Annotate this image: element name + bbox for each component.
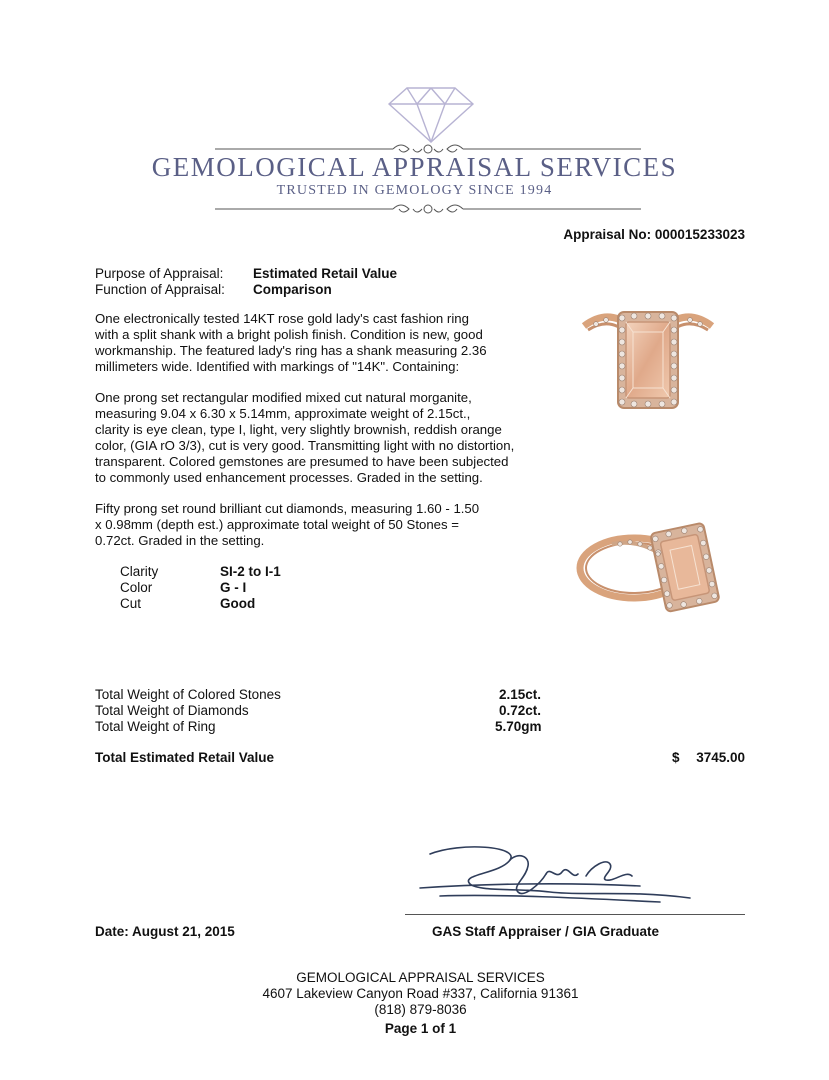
- retail-currency: $: [672, 750, 680, 765]
- grade-label-color: Color: [120, 580, 153, 595]
- appraisal-date: Date: August 21, 2015: [95, 924, 235, 939]
- description-paragraph-1: [95, 311, 545, 375]
- text-line: clarity is eye clean, type I, light, very slightly brownish, reddish orange: [95, 422, 502, 437]
- diamond-logo-icon: [385, 84, 477, 146]
- text-line: millimeters wide. Identified with markings of "14K". Containing:: [95, 359, 460, 374]
- appraisal-number: Appraisal No: 000015233023: [563, 227, 745, 242]
- grade-value-clarity: SI-2 to I-1: [220, 564, 281, 579]
- retail-amount: 3745.00: [696, 750, 745, 765]
- signature-line: [405, 914, 745, 915]
- total-label-ring: Total Weight of Ring: [95, 719, 216, 734]
- logo-tagline: TRUSTED IN GEMOLOGY SINCE 1994: [276, 183, 553, 198]
- purpose-value: Estimated Retail Value: [253, 266, 398, 281]
- text-line: x 0.98mm (depth est.) approximate total weight of 50 Stones =: [95, 517, 459, 532]
- footer-address: 4607 Lakeview Canyon Road #337, California 91361: [262, 986, 579, 1001]
- ornament-bottom-icon: [215, 200, 641, 218]
- text-line: One prong set rectangular modified mixed cut natural morganite,: [95, 390, 472, 405]
- ring-side-view-image: [572, 498, 732, 628]
- grade-value-color: G - I: [220, 580, 247, 595]
- text-line: 0.72ct. Graded in the setting.: [95, 533, 265, 548]
- purpose-label: Purpose of Appraisal:: [95, 266, 224, 281]
- total-value-colored-stones: 2.15ct.: [499, 687, 542, 702]
- text-line: color, (GIA rO 3/3), cut is very good. Transmitting light with no distortion,: [95, 438, 515, 453]
- grade-label-cut: Cut: [120, 596, 142, 611]
- appraiser-title: GAS Staff Appraiser / GIA Graduate: [432, 924, 660, 939]
- function-value: Comparison: [253, 282, 332, 297]
- appraiser-signature-image: [400, 840, 720, 915]
- page-number: Page 1 of 1: [384, 1021, 457, 1036]
- text-line: workmanship. The featured lady's ring has a shank measuring 2.36: [95, 343, 487, 358]
- grade-value-cut: Good: [220, 596, 256, 611]
- description-paragraph-3: [95, 501, 545, 549]
- total-label-colored-stones: Total Weight of Colored Stones: [95, 687, 281, 702]
- footer-company: GEMOLOGICAL APPRAISAL SERVICES: [296, 970, 545, 985]
- ring-front-view-image: [578, 286, 718, 426]
- function-label: Function of Appraisal:: [95, 282, 225, 297]
- description-paragraph-2: [95, 390, 545, 486]
- text-line: transparent. Colored gemstones are presumed to have been subjected: [95, 454, 509, 469]
- text-line: measuring 9.04 x 6.30 x 5.14mm, approximate weight of 2.15ct.,: [95, 406, 471, 421]
- total-label-diamonds: Total Weight of Diamonds: [95, 703, 249, 718]
- text-line: to commonly used enhancement processes. Graded in the setting.: [95, 470, 483, 485]
- text-line: One electronically tested 14KT rose gold lady's cast fashion ring: [95, 311, 469, 326]
- logo-company-name: GEMOLOGICAL APPRAISAL SERVICES: [151, 152, 678, 182]
- text-line: Fifty prong set round brilliant cut diamonds, measuring 1.60 - 1.50: [95, 501, 480, 516]
- total-value-ring: 5.70gm: [495, 719, 542, 734]
- footer-phone: (818) 879-8036: [374, 1002, 467, 1017]
- text-line: with a split shank with a bright polish finish. Condition is new, good: [95, 327, 483, 342]
- retail-value-label: Total Estimated Retail Value: [95, 750, 275, 765]
- grade-label-clarity: Clarity: [120, 564, 159, 579]
- total-value-diamonds: 0.72ct.: [499, 703, 542, 718]
